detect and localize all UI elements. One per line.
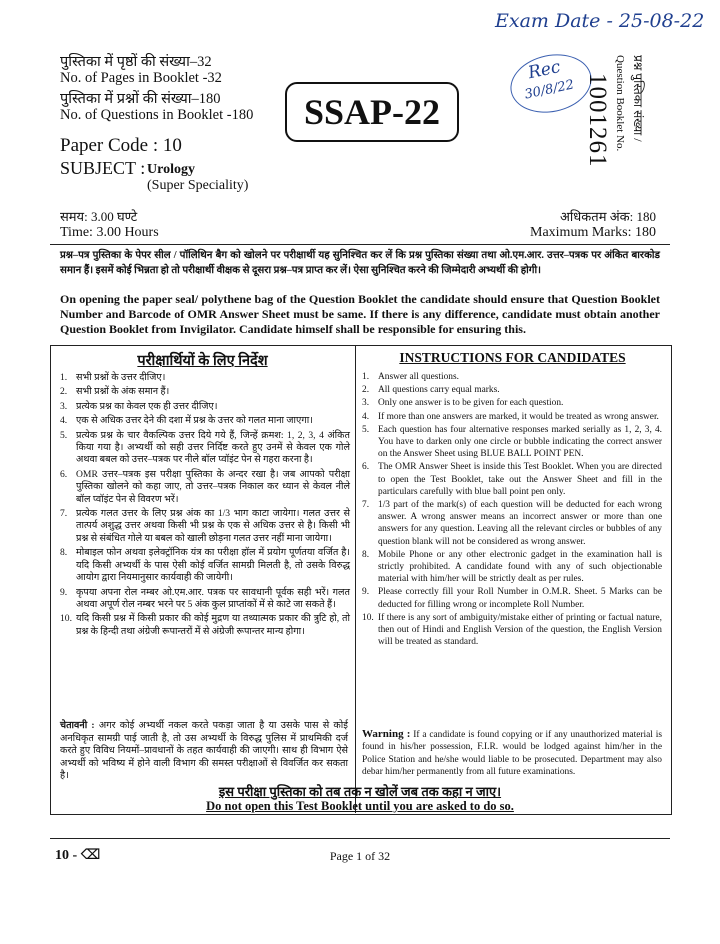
- instruction-text: 1/3 part of the mark(s) of each question will be deducted for each wrong answer. A wrong answer means an incorrect answer or more than one answers for any question. Leaving all the relevant circles or bubbles of any question blank will not be considered as wrong answer.: [378, 500, 662, 547]
- instruction-item: [362, 612, 662, 649]
- instruction-item: [362, 411, 662, 423]
- instruction-text: Each question has four alternative responses marked serially as 1, 2, 3, 4. You have to darken only one circle or bubble indicating the correct answer on the Answer Sheet using BLUE BALL POINT PEN.: [378, 424, 662, 460]
- instruction-text: प्रत्येक प्रश्न के चार वैकल्पिक उत्तर दिये गये हैं, जिन्हें क्रमश: 1, 2, 3, 4 अंकित किया गया है। अभ्यर्थी को सही उत्तर निर्दिष्ट करते हुए उनमें से केवल एक गोले अथवा बबल को उत्तर–पत्रक पर नीले बॉल प्वॉइंट पेन से गहरा करना है।: [76, 429, 350, 466]
- warning-hindi: [60, 720, 348, 783]
- questions-count-english: No. of Questions in Booklet -180: [60, 107, 254, 123]
- instruction-text: All questions carry equal marks.: [378, 385, 500, 396]
- footer-notice-hindi: इस परीक्षा पुस्तिका को तब तक न खोलें जब तक कहा न जाए।: [218, 784, 502, 799]
- page-code-mark-icon: ⌫: [80, 847, 101, 863]
- instruction-number: 1.: [362, 372, 370, 382]
- instruction-number: 6.: [60, 468, 68, 480]
- booklet-number-label-hindi: प्रश्न पुस्तिका संख्या /: [631, 55, 645, 142]
- instruction-number: 9.: [362, 587, 370, 598]
- subject-subtitle: (Super Speciality): [147, 178, 249, 193]
- instruction-number: 9.: [60, 586, 68, 598]
- divider-line-bottom: [50, 838, 670, 839]
- max-marks-english: Maximum Marks: 180: [530, 225, 656, 240]
- instruction-number: 7.: [362, 500, 370, 511]
- instruction-number: 4.: [60, 415, 68, 427]
- time-hindi: समय: 3.00 घण्टे: [60, 209, 138, 224]
- paper-code: Paper Code : 10: [60, 135, 182, 156]
- instruction-number: 6.: [362, 462, 370, 473]
- instruction-text: OMR उत्तर–पत्रक इस परीक्षा पुस्तिका के अन्दर रखा है। जब आपको परीक्षा पुस्तिका खोलने को कहा जाए, तो उत्तर–पत्रक निकाल कर ध्यान से केवल नीले बॉल प्वॉइंट पेन से विवरण भरें।: [76, 468, 350, 505]
- instruction-item: [60, 469, 350, 506]
- instruction-item: [60, 587, 350, 612]
- instruction-item: [362, 424, 662, 461]
- instruction-text: मोबाइल फोन अथवा इलेक्ट्रॉनिक यंत्र का परीक्षा हॉल में प्रयोग पूर्णतया वर्जित है। यदि किसी अभ्यर्थी के पास ऐसी कोई वर्जित सामग्री मिलती है, तो उसके विरुद्ध आयोग द्वारा नियमानुसार कार्यवाही की जायेगी।: [76, 547, 350, 584]
- page-number: Page 1 of 32: [329, 849, 391, 863]
- instruction-text: कृपया अपना रोल नम्बर ओ.एम.आर. पत्रक पर सावधानी पूर्वक सही भरें। गलत अथवा अपूर्ण रोल नम्बर भरने पर 5 अंक कुल प्राप्तांकों में से काटे जा सकते हैं।: [76, 586, 350, 610]
- instruction-number: 10.: [60, 613, 72, 625]
- notice-english: On opening the paper seal/ polythene bag of the Question Booklet the candidate should ensure that Question Booklet Number and Barcode of OMR Answer Sheet must be same. If there is any difference, candidate must obtain another Question Booklet from Invigilator. Candidate himself shall be responsible for ensuring this.: [60, 292, 660, 337]
- instruction-item: [362, 461, 662, 498]
- warning-english-label: Warning :: [362, 728, 411, 740]
- instruction-number: 8.: [60, 547, 68, 559]
- instruction-item: [60, 386, 350, 398]
- instructions-english-list: [362, 371, 662, 649]
- pages-count-english: No. of Pages in Booklet -32: [60, 70, 222, 86]
- instruction-text: सभी प्रश्नों के उत्तर दीजिए।: [76, 372, 166, 383]
- instruction-number: 8.: [362, 549, 370, 560]
- instruction-text: Only one answer is to be given for each question.: [378, 398, 564, 409]
- divider-line-top: [50, 244, 670, 245]
- handwritten-exam-date: Exam Date - 25-08-22: [495, 10, 705, 32]
- instruction-text: The OMR Answer Sheet is inside this Test Booklet. When you are directed to open the Test Booklet, take out the Answer Sheet and fill in the particulars carefully with blue ball point pen only.: [378, 462, 662, 497]
- instructions-hindi-title: परीक्षार्थियों के लिए निर्देश: [137, 353, 268, 369]
- instruction-number: 2.: [60, 386, 68, 398]
- instruction-text: Answer all questions.: [378, 372, 459, 382]
- instruction-item: [362, 586, 662, 610]
- time-english: Time: 3.00 Hours: [60, 225, 159, 240]
- instruction-item: [362, 384, 662, 396]
- instruction-item: [60, 508, 350, 545]
- notice-hindi: प्रश्न–पत्र पुस्तिका के पेपर सील / पॉलिथिन बैग को खोलने पर परीक्षार्थी यह सुनिश्चित कर लें कि प्रश्न पुस्तिका संख्या तथा ओ.एम.आर. उत्तर–पत्रक पर अंकित बारकोड समान हैं। इसमें कोई भिन्नता हो तो परीक्षार्थी वीक्षक से दूसरा प्रश्न–पत्र प्राप्त कर लें। ऐसा सुनिश्चित करने की जिम्मेदारी अभ्यर्थी की होगी।: [60, 250, 660, 276]
- instruction-item: [60, 372, 350, 384]
- instruction-number: 2.: [362, 385, 370, 396]
- instruction-text: Mobile Phone or any other electronic gadget in the examination hall is strictly prohibited. A candidate found with any of such objectionable material with him/her will be strictly dealt as per rules.: [378, 549, 662, 585]
- stamp-date: 30/8/22: [523, 77, 576, 103]
- instruction-item: [362, 499, 662, 548]
- pages-count-hindi: पुस्तिका में पृष्ठों की संख्या–32: [60, 54, 212, 70]
- stamp-text-top: Rec: [526, 56, 563, 84]
- instruction-text: If there is any sort of ambiguity/mistake either of printing or factual nature, then out of Hindi and English Version of the question, the English Version will be treated as standard.: [378, 612, 662, 648]
- warning-english: [362, 728, 662, 779]
- instruction-text: एक से अधिक उत्तर देने की दशा में प्रश्न के उत्तर को गलत माना जाएगा।: [76, 415, 313, 427]
- questions-count-hindi: पुस्तिका में प्रश्नों की संख्या–180: [60, 91, 221, 107]
- booklet-number-label-english: Question Booklet No.: [614, 55, 626, 152]
- instruction-number: 4.: [362, 411, 370, 422]
- warning-hindi-label: चेतावनी :: [60, 720, 95, 731]
- booklet-code-box: [285, 82, 459, 142]
- instruction-text: Please correctly fill your Roll Number in O.M.R. Sheet. 5 Marks can be deducted for filling wrong or incomplete Roll Number.: [378, 587, 662, 610]
- instruction-item: [362, 549, 662, 586]
- instruction-text: सभी प्रश्नों के अंक समान हैं।: [76, 386, 170, 398]
- warning-hindi-text: अगर कोई अभ्यर्थी नकल करते पकड़ा जाता है या उसके पास से कोई अनधिकृत सामग्री पाई जाती है, तो उस अभ्यर्थी के विरुद्ध पुलिस में प्राथमिकी दर्ज करते हुए विविध नियमों–प्रावधानों के तहत कार्यवाही की जाएगी। साथ ही विभाग ऐसे अभ्यर्थी को भविष्य में होने वाली विभाग की समस्त परीक्षाओं से विवर्जित कर सकता है।: [60, 720, 348, 782]
- instruction-item: [60, 430, 350, 467]
- page-code-text: 10 -: [55, 848, 78, 863]
- instruction-number: 3.: [60, 400, 68, 412]
- instruction-text: प्रत्येक प्रश्न का केवल एक ही उत्तर दीजिए।: [76, 400, 218, 412]
- instructions-column-divider: [355, 345, 356, 813]
- instruction-number: 3.: [362, 398, 370, 409]
- footer-notice-english: Do not open this Test Booklet until you are asked to do so.: [206, 799, 514, 813]
- instruction-item: [362, 371, 662, 383]
- subject-label: SUBJECT :: [60, 158, 146, 178]
- booklet-code: SSAP-22: [303, 92, 441, 132]
- instruction-text: If more than one answers are marked, it would be treated as wrong answer.: [378, 411, 659, 422]
- instruction-number: 7.: [60, 508, 68, 520]
- subject-name: Urology: [147, 162, 195, 177]
- instruction-text: प्रत्येक गलत उत्तर के लिए प्रश्न अंक का 1/3 भाग काटा जायेगा। गलत उत्तर से तात्पर्य अशुद्ध उत्तर अथवा किसी भी प्रश्न के एक से अधिक उत्तर से है। किसी भी प्रश्न से संबंधित गोले या बबल को खाली छोड़ना गलत उत्तर नहीं माना जायेगा।: [76, 508, 350, 544]
- instruction-item: [362, 397, 662, 409]
- instruction-item: [60, 547, 350, 584]
- instruction-item: [60, 401, 350, 413]
- booklet-number-vertical: 1001261: [584, 73, 611, 168]
- instruction-number: 5.: [362, 424, 370, 435]
- instruction-number: 1.: [60, 372, 68, 383]
- instruction-item: [60, 613, 350, 638]
- instruction-number: 5.: [60, 429, 68, 441]
- instruction-item: [60, 415, 350, 427]
- warning-english-text: If a candidate is found copying or if any unauthorized material is found in his/her possession, F.I.R. would be lodged against him/her in the Police Station and he/she would liable to be prosecuted. Department may also debar him/her permanently from all future examinations.: [362, 730, 662, 778]
- instruction-text: यदि किसी प्रश्न में किसी प्रकार की कोई मुद्रण या तथ्यात्मक प्रकार की त्रुटि हो, तो प्रश्न के हिन्दी तथा अंग्रेजी रूपान्तरों में से अंग्रेजी रूपान्तर मान्य होगा।: [76, 613, 350, 637]
- max-marks-hindi: अधिकतम अंक: 180: [560, 209, 656, 224]
- instruction-number: 10.: [362, 612, 374, 623]
- instructions-hindi-list: [60, 372, 350, 640]
- instructions-english-title: INSTRUCTIONS FOR CANDIDATES: [399, 350, 626, 365]
